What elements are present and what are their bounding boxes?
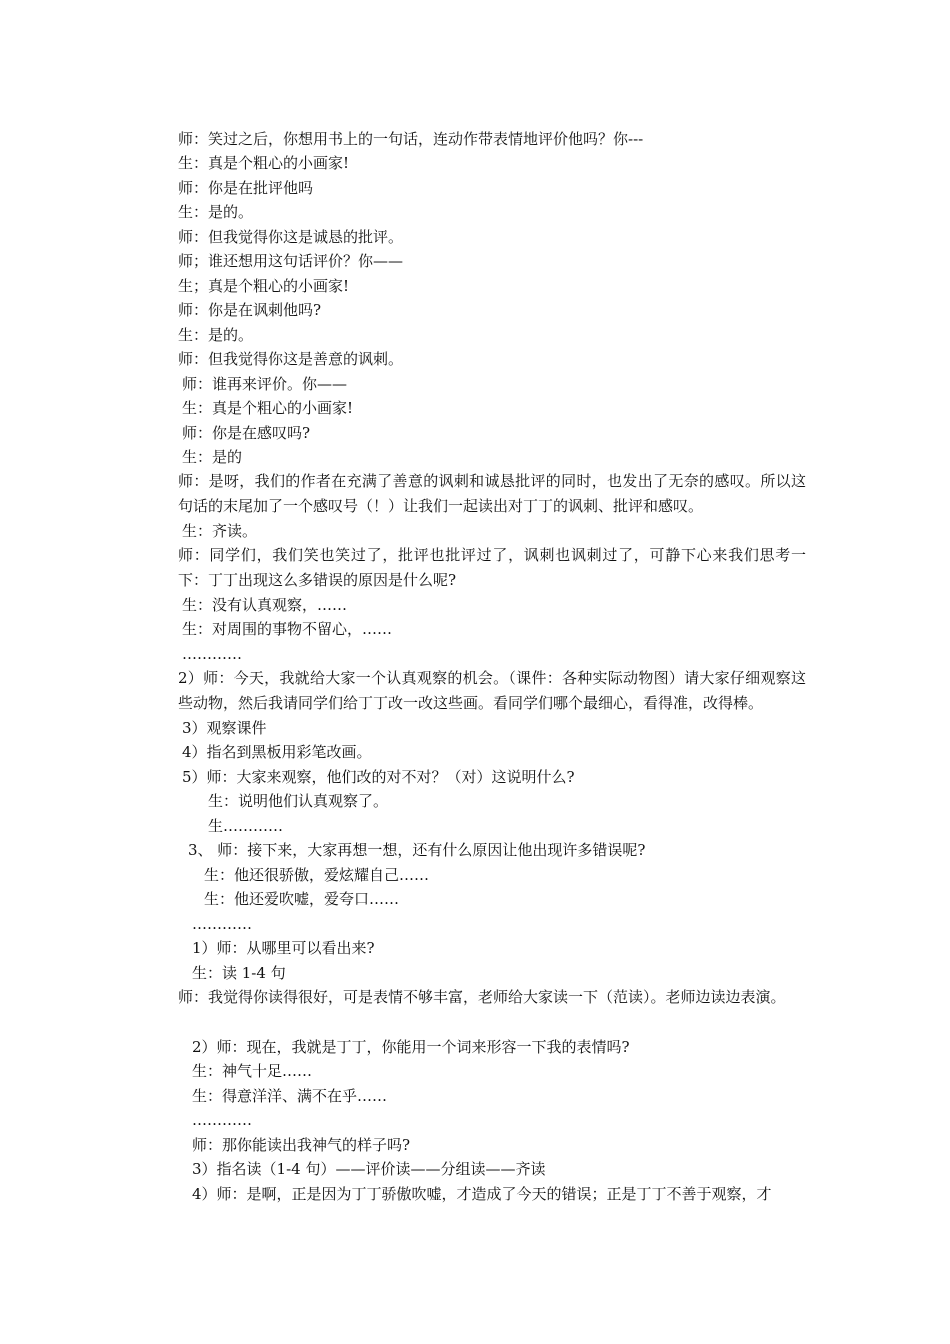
dialogue-line: 生：齐读。 — [182, 522, 258, 540]
dialogue-line: 生………… — [208, 817, 284, 835]
dialogue-line: 生：他还很骄傲，爱炫耀自己…… — [204, 866, 430, 884]
step-line: 3）观察课件 — [182, 719, 267, 737]
ellipsis-line: ………… — [192, 1111, 252, 1129]
dialogue-line: 生：说明他们认真观察了。 — [208, 792, 389, 810]
paragraph-text: 2）师：今天，我就给大家一个认真观察的机会。（课件：各种实际动物图）请大家仔细观察这些动物，然后我请同学们给丁丁改一改这些画。看同学们哪个最细心，看得准，改得棒。 — [178, 669, 806, 712]
dialogue-line: 师：笑过之后，你想用书上的一句话，连动作带表情地评价他吗？你--- — [178, 130, 644, 148]
paragraph-text: 师：我觉得你读得很好，可是表情不够丰富，老师给大家读一下（范读）。老师边读边表演。 — [178, 988, 786, 1006]
dialogue-line: 生：是的。 — [178, 203, 254, 221]
section-line: 3、 师：接下来，大家再想一想，还有什么原因让他出现许多错误呢? — [188, 841, 646, 859]
dialogue-line: 生：得意洋洋、满不在乎…… — [192, 1087, 388, 1105]
dialogue-line: 生：真是个粗心的小画家! — [182, 399, 354, 417]
dialogue-line: 师：你是在讽刺他吗? — [178, 301, 322, 319]
dialogue-line: 师：你是在感叹吗? — [182, 424, 311, 442]
ellipsis-line: ………… — [182, 645, 242, 663]
dialogue-line: 生：是的 — [182, 448, 243, 466]
paragraph — [148, 666, 806, 715]
dialogue-line: 生：是的。 — [178, 326, 254, 344]
dialogue-line: 生：读 1-4 句 — [192, 964, 286, 982]
dialogue-line: 生：他还爱吹嘘，爱夸口…… — [204, 890, 400, 908]
step-line: 5）师：大家来观察，他们改的对不对？（对）这说明什么? — [182, 768, 575, 786]
step-line: 2）师：现在，我就是丁丁，你能用一个词来形容一下我的表情吗? — [192, 1038, 630, 1056]
dialogue-line: 师：你是在批评他吗 — [178, 179, 314, 197]
step-line: 4）指名到黑板用彩笔改画。 — [182, 743, 372, 761]
dialogue-line: 生：没有认真观察，…… — [182, 596, 348, 614]
dialogue-line: 师：谁再来评价。你—— — [182, 375, 348, 393]
dialogue-line: 师；谁还想用这句话评价？你—— — [178, 252, 404, 270]
step-line: 4）师：是啊，正是因为丁丁骄傲吹嘘，才造成了今天的错误；正是丁丁不善于观察，才 — [192, 1185, 772, 1203]
dialogue-line: 生；真是个粗心的小画家! — [178, 277, 350, 295]
paragraph — [148, 543, 806, 592]
step-line: 3）指名读（1-4 句）——评价读——分组读——齐读 — [192, 1160, 546, 1178]
dialogue-line: 生：神气十足…… — [192, 1062, 313, 1080]
paragraph — [148, 469, 806, 518]
dialogue-line: 师：但我觉得你这是诚恳的批评。 — [178, 228, 404, 246]
dialogue-line: 师：那你能读出我神气的样子吗? — [192, 1136, 411, 1154]
ellipsis-line: ………… — [192, 915, 252, 933]
dialogue-line: 生：对周围的事物不留心，…… — [182, 620, 393, 638]
paragraph-text: 师：是呀，我们的作者在充满了善意的讽刺和诚恳批评的同时，也发出了无奈的感叹。所以这句话的末尾加了一个感叹号（！）让我们一起读出对丁丁的讽刺、批评和感叹。 — [178, 472, 806, 515]
dialogue-line: 生：真是个粗心的小画家! — [178, 154, 350, 172]
paragraph-text: 师：同学们，我们笑也笑过了，批评也批评过了，讽刺也讽刺过了，可静下心来我们思考一下：丁丁出现这么多错误的原因是什么呢? — [178, 546, 806, 589]
paragraph — [148, 985, 806, 1010]
dialogue-line: 师：但我觉得你这是善意的讽刺。 — [178, 350, 404, 368]
step-line: 1）师：从哪里可以看出来? — [192, 939, 375, 957]
